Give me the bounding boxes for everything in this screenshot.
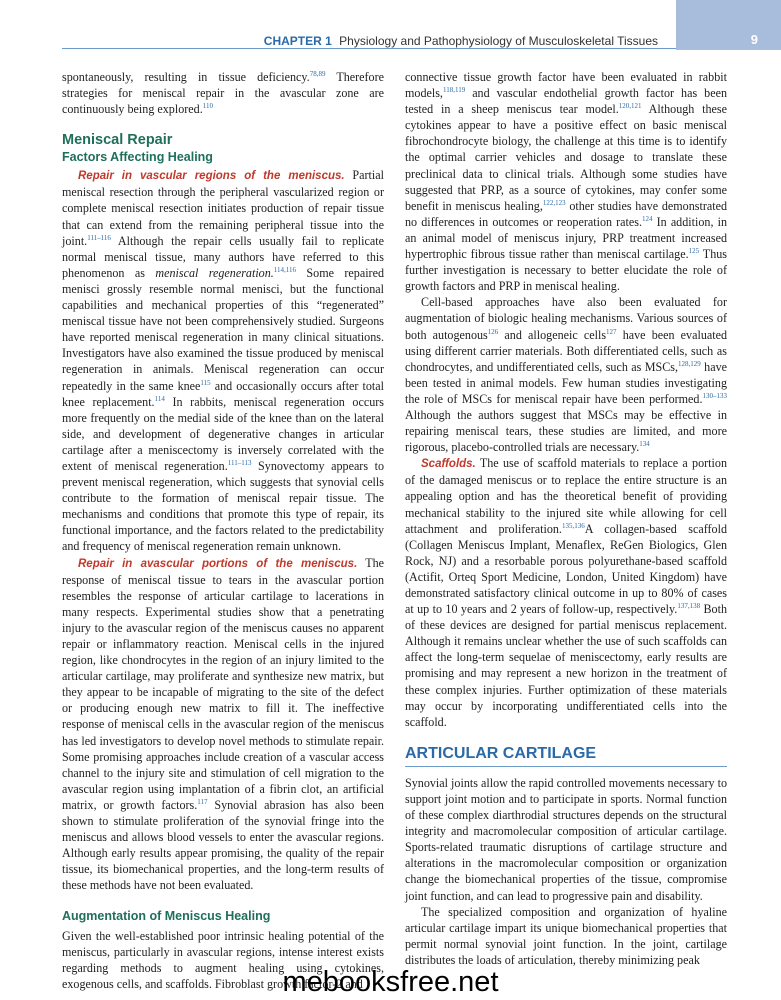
paragraph-articular-2: The specialized composition and organization of hyaline articular cartilage impart its unique biomechanical properties that permit normal synovial joint function. In the joint, cartilage distributes the loads of articulation, thereby minimizing peak [405,904,727,967]
chapter-label: CHAPTER 1 [263,34,332,48]
runin-scaffolds: Scaffolds. [421,458,476,471]
citation: 114 [154,394,165,403]
paragraph-scaffolds: Scaffolds. The use of scaffold materials to replace a portion of the damaged meniscus or to replace the entire structure is an appealing option and has the theoretical benefit of providing mechanical stability to the injured site while allowing for cell attachment and proliferation.$^{135,136}$A collagen-based scaffold (Collagen Meniscus Implant, Menaflex, ReGen Biologics, Glen Rock, NJ) and a resorbable porous polyurethane-based scaffold (Actifit, Orteq Sport Medicine, London, United Kingdom) have demonstrated satisfactory clinical outcome in up to 80% of cases at up to 10 years and 2 years of follow-up, respectively.$^{137,138}$ Both of these devices are designed for partial meniscus replacement. Although it remains unclear whether the use of such scaffolds can affect the long-term sequelae of meniscectomy, early results are promising and may represent a new horizon in the treatment of these complex injuries. Further optimization of these materials may occur by incorporating undifferentiated cells into the scaffold. [405,456,727,729]
section-heading-articular-cartilage: ARTICULAR CARTILAGE [405,744,597,762]
heading-factors-affecting-healing: Factors Affecting Healing [62,150,213,165]
citation: 111–113 [227,458,252,467]
header-rule [62,48,676,49]
citation: 117 [197,797,208,806]
paragraph-articular-1: Synovial joints allow the rapid controlled movements necessary to support joint motion and to participate in sports. Normal function of these complex diarthrodial structures depends on the structural integrity and macromolecular composition of articular cartilage. Sports-related traumatic disruptions of cartilage structure and alterations in the macromolecular composition or organization change the biomechanical properties of the tissue, compromise joint function, and can lead to progressive pain and disability. [405,775,727,903]
citation: 78,89 [309,69,326,78]
section-rule [405,766,727,767]
left-column [62,69,384,992]
runin-vascular: Repair in vascular regions of the meniscus. [78,170,345,183]
citation: 135,136 [561,521,585,530]
citation: 110 [202,102,213,111]
paragraph-augmentation: Given the well-established poor intrinsic healing potential of the meniscus, particularly in avascular regions, intense interest exists regarding methods to augment healing using cytokines, exogenous cells, and scaffolds. Fibroblast growth factor-2 and [62,928,384,991]
citation: 127 [606,327,617,336]
citation: 115 [200,378,211,387]
citation: 126 [487,327,499,336]
page-number: 9 [750,32,758,47]
heading-augmentation: Augmentation of Meniscus Healing [62,908,271,923]
citation: 125 [688,247,700,255]
citation: 111–116 [87,233,111,242]
runin-avascular: Repair in avascular portions of the meniscus. [78,557,358,570]
intro-paragraph: spontaneously, resulting in tissue deficiency.$^{78,89}$ Therefore strategies for meniscal repair in the avascular zone are continuously being explored.$^{110}$ [62,69,384,117]
right-column [405,69,727,968]
paragraph-avascular-repair: Repair in avascular portions of the meniscus. The response of meniscal tissue to tears in the avascular portion resembles the response of articular cartilage to lacerations in many respects. Experimental studies show that a penetrating injury to the avascular region of the meniscus causes no apparent repair or inflammatory reaction. Meniscal cells in the injured region, like chondrocytes in the region of an injury limited to the articular cartilage, may proliferate and synthesize new matrix, but they appear to be incapable of migrating to the site of the defect or producing enough new matrix to fill it. The ineffective response of meniscal cells in the avascular region of the meniscus has led investigators to develop novel methods to stimulate repair. Some promising approaches include creation of a vascular access channel to the injury site and stimulation of cell migration to the avascular region using implantation of a fibrin clot, an artificial matrix, or growth factors.$^{117}$ Synovial abrasion has also been shown to stimulate proliferation of the synovial fringe into the meniscus and allows blood vessels to enter the avascular regions. Although early results appear promising, the quality of the repair tissue, its biomechanical properties, and the long-term results of these methods have not been evaluated. [62,555,384,893]
paragraph-vascular-repair: Repair in vascular regions of the meniscus. Partial meniscal resection through the peripheral vascularized region or complete meniscal resection initiates production of repair tissue that can extend from the remaining peripheral tissue into the joint.$^{111-116}$ Although the repair cells usually fail to replicate normal meniscal tissue, many authors have referred to this phenomenon as meniscal regeneration.$^{114,116}$ Some repaired menisci grossly resemble normal menisci, but the functional capabilities and mechanical properties of this “regenerated” meniscal tissue have not been comprehensively studied. Surgeons have reported meniscal regeneration in many clinical situations. Investigators have also examined the tissue produced by meniscal regeneration in animals. Meniscal regeneration can occur repeatedly in the same knee$^{115}$ and occasionally occurs after total knee replacement.$^{114}$ In rabbits, meniscal regeneration occurs more frequently on the medial side of the knee than on the lateral side, and development of degenerative changes in articular cartilage after a meniscectomy is inversely correlated with the extent of meniscal regeneration.$^{111-113}$ Synovectomy appears to prevent meniscal regeneration, which suggests that synovial cells contribute to the formation of meniscal repair tissue. The mechanisms and conditions that promote this type of repair, its functional importance, and the factors related to the predictability and frequency of meniscal regeneration remain unknown. [62,168,385,554]
citation: 120,121 [618,102,642,111]
citation: 128,129 [678,359,701,368]
citation: 118,119 [442,86,466,95]
citation: 130–133 [702,391,727,400]
citation: 124 [642,214,653,223]
citation: 122,123 [542,198,566,207]
citation: 137,138 [677,602,701,611]
heading-meniscal-repair: Meniscal Repair [62,132,173,149]
watermark: mebooksfree.net [282,966,499,998]
citation: 134 [639,440,650,449]
paragraph-cell-based: Cell-based approaches have also been evaluated for augmentation of biologic healing mechanisms. Various sources of both autogenous$^{126}$ and allogeneic cells$^{127}$ have been evaluated using different carrier materials. Both differentiated cells, such as chondrocytes, and undifferentiated cells, such as MSCs,$^{128,129}$ have been tested in animal models. Few human studies investigating the role of MSCs for meniscal repair have been performed.$^{130-133}$ Although the authors suggest that MSCs may be effective in repairing meniscal tears, these studies are limited, and more rigorous, placebo-controlled trials are necessary.$^{134}$ [405,295,728,455]
page-header [0,0,781,50]
paragraph-growth-factors: connective tissue growth factor have been evaluated in rabbit models,$^{118,119}$ and vascular endothelial growth factor has been tested in a sheep meniscus tear model.$^{120,121}$ Although these cytokines appear to have a positive effect on basic meniscal fibrochondrocyte biology, the challenge at this time is to identify the optimal carrier vehicles and dosage to translate these preclinical data to clinical trials. Although some studies have suggested that PRP, as a source of cytokines, may confer some benefit in meniscus healing,$^{122,123}$ other studies have demonstrated no differences in outcomes or reoperation rates.$^{124}$ In addition, in an animal model of meniscus injury, PRP treatment increased hypertrophic fibrous tissue rather than meniscal cartilage.$^{125}$ Thus further investigation is necessary to better elucidate the role of growth factors and PRP in meniscal healing. [405,70,728,294]
running-head [62,34,676,48]
citation: 114,116 [273,265,297,274]
chapter-title: Physiology and Pathophysiology of Musculoskeletal Tissues [339,34,658,48]
